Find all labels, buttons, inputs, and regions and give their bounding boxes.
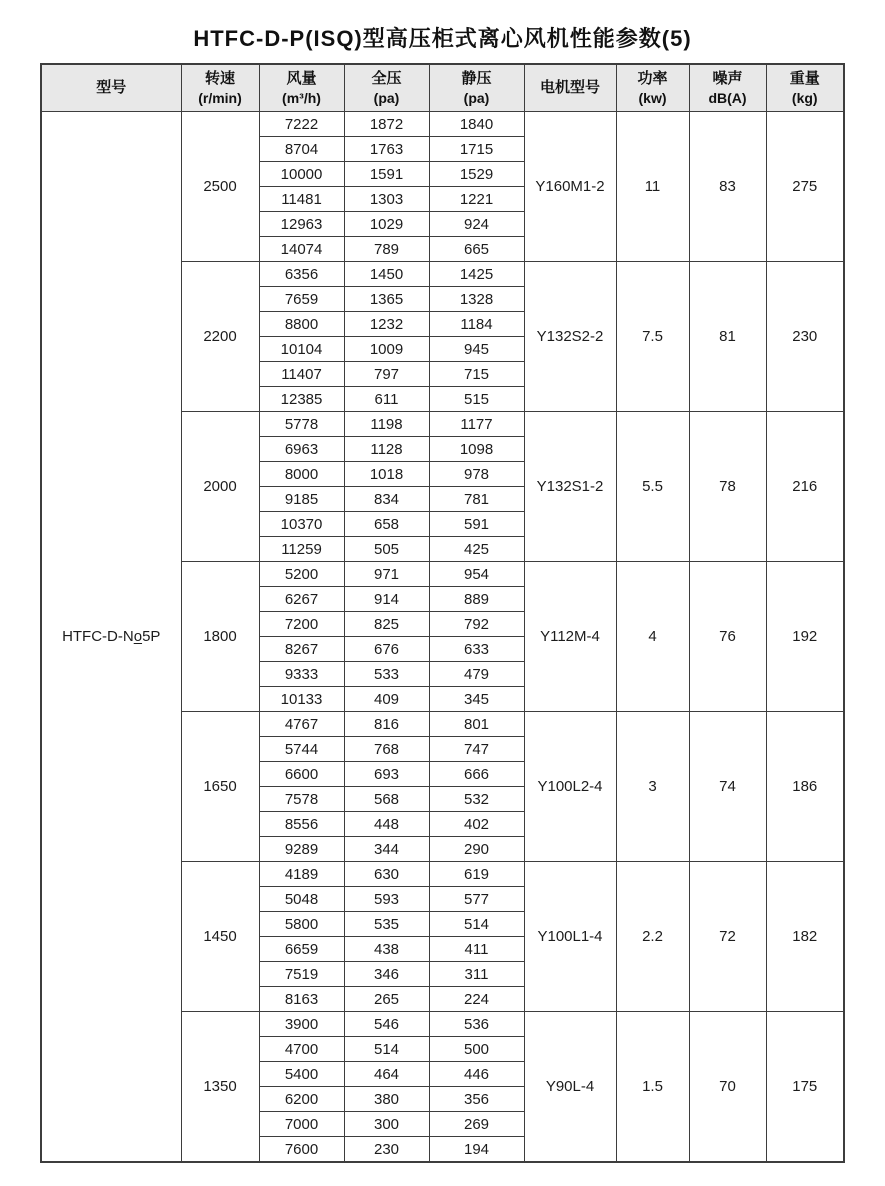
noise-cell: 72 xyxy=(689,862,766,1012)
static-pressure-cell: 1328 xyxy=(429,287,524,312)
static-pressure-cell: 889 xyxy=(429,587,524,612)
col-label: 风量 xyxy=(286,70,317,88)
total-pressure-cell: 797 xyxy=(344,362,429,387)
airflow-cell: 11407 xyxy=(259,362,344,387)
static-pressure-cell: 345 xyxy=(429,687,524,712)
static-pressure-cell: 356 xyxy=(429,1087,524,1112)
weight-cell: 230 xyxy=(766,262,844,412)
noise-cell: 81 xyxy=(689,262,766,412)
static-pressure-cell: 479 xyxy=(429,662,524,687)
col-label: 电机型号 xyxy=(539,79,600,97)
page-title: HTFC-D-P(ISQ)型高压柜式离心风机性能参数(5) xyxy=(193,26,692,51)
total-pressure-cell: 514 xyxy=(344,1037,429,1062)
static-pressure-cell: 411 xyxy=(429,937,524,962)
col-header-noise xyxy=(689,64,766,112)
static-pressure-cell: 591 xyxy=(429,512,524,537)
static-pressure-cell: 290 xyxy=(429,837,524,862)
static-pressure-cell: 619 xyxy=(429,862,524,887)
static-pressure-cell: 715 xyxy=(429,362,524,387)
total-pressure-cell: 593 xyxy=(344,887,429,912)
airflow-cell: 8267 xyxy=(259,637,344,662)
static-pressure-cell: 1840 xyxy=(429,112,524,137)
total-pressure-cell: 658 xyxy=(344,512,429,537)
total-pressure-cell: 1198 xyxy=(344,412,429,437)
total-pressure-cell: 1029 xyxy=(344,212,429,237)
airflow-cell: 8000 xyxy=(259,462,344,487)
total-pressure-cell: 535 xyxy=(344,912,429,937)
col-label: 静压 xyxy=(461,70,492,88)
airflow-cell: 10104 xyxy=(259,337,344,362)
total-pressure-cell: 438 xyxy=(344,937,429,962)
airflow-cell: 9289 xyxy=(259,837,344,862)
total-pressure-cell: 834 xyxy=(344,487,429,512)
airflow-cell: 12963 xyxy=(259,212,344,237)
static-pressure-cell: 514 xyxy=(429,912,524,937)
airflow-cell: 11481 xyxy=(259,187,344,212)
total-pressure-cell: 344 xyxy=(344,837,429,862)
total-pressure-cell: 630 xyxy=(344,862,429,887)
total-pressure-cell: 265 xyxy=(344,987,429,1012)
static-pressure-cell: 1184 xyxy=(429,312,524,337)
static-pressure-cell: 1425 xyxy=(429,262,524,287)
total-pressure-cell: 816 xyxy=(344,712,429,737)
static-pressure-cell: 747 xyxy=(429,737,524,762)
static-pressure-cell: 1098 xyxy=(429,437,524,462)
airflow-cell: 7000 xyxy=(259,1112,344,1137)
performance-table xyxy=(40,63,845,1163)
static-pressure-cell: 446 xyxy=(429,1062,524,1087)
total-pressure-cell: 1365 xyxy=(344,287,429,312)
motor-cell: Y100L2-4 xyxy=(524,712,616,862)
total-pressure-cell: 380 xyxy=(344,1087,429,1112)
airflow-cell: 7659 xyxy=(259,287,344,312)
airflow-cell: 5744 xyxy=(259,737,344,762)
total-pressure-cell: 505 xyxy=(344,537,429,562)
col-unit: (pa) xyxy=(463,89,490,106)
total-pressure-cell: 1450 xyxy=(344,262,429,287)
power-cell: 11 xyxy=(616,112,689,262)
static-pressure-cell: 269 xyxy=(429,1112,524,1137)
motor-cell: Y160M1-2 xyxy=(524,112,616,262)
power-cell: 7.5 xyxy=(616,262,689,412)
col-header-total-pressure xyxy=(344,64,429,112)
static-pressure-cell: 781 xyxy=(429,487,524,512)
total-pressure-cell: 1763 xyxy=(344,137,429,162)
static-pressure-cell: 633 xyxy=(429,637,524,662)
airflow-cell: 8556 xyxy=(259,812,344,837)
total-pressure-cell: 464 xyxy=(344,1062,429,1087)
weight-cell: 175 xyxy=(766,1012,844,1163)
airflow-cell: 8800 xyxy=(259,312,344,337)
airflow-cell: 11259 xyxy=(259,537,344,562)
static-pressure-cell: 194 xyxy=(429,1137,524,1163)
col-label: 全压 xyxy=(371,70,402,88)
motor-cell: Y100L1-4 xyxy=(524,862,616,1012)
power-cell: 3 xyxy=(616,712,689,862)
table-row xyxy=(41,112,844,137)
total-pressure-cell: 768 xyxy=(344,737,429,762)
col-label: 噪声 xyxy=(712,70,743,88)
col-label: 型号 xyxy=(96,79,127,97)
col-header-weight xyxy=(766,64,844,112)
total-pressure-cell: 568 xyxy=(344,787,429,812)
airflow-cell: 6659 xyxy=(259,937,344,962)
airflow-cell: 5800 xyxy=(259,912,344,937)
col-unit: (kg) xyxy=(791,89,818,106)
airflow-cell: 8704 xyxy=(259,137,344,162)
airflow-cell: 9185 xyxy=(259,487,344,512)
static-pressure-cell: 1715 xyxy=(429,137,524,162)
airflow-cell: 9333 xyxy=(259,662,344,687)
speed-cell: 2000 xyxy=(181,412,259,562)
speed-cell: 1650 xyxy=(181,712,259,862)
speed-cell: 2500 xyxy=(181,112,259,262)
total-pressure-cell: 448 xyxy=(344,812,429,837)
total-pressure-cell: 533 xyxy=(344,662,429,687)
airflow-cell: 4767 xyxy=(259,712,344,737)
static-pressure-cell: 577 xyxy=(429,887,524,912)
airflow-cell: 10133 xyxy=(259,687,344,712)
noise-cell: 78 xyxy=(689,412,766,562)
total-pressure-cell: 1018 xyxy=(344,462,429,487)
noise-cell: 74 xyxy=(689,712,766,862)
col-header-model xyxy=(41,64,181,112)
col-unit: (m³/h) xyxy=(282,89,321,106)
airflow-cell: 10000 xyxy=(259,162,344,187)
total-pressure-cell: 230 xyxy=(344,1137,429,1163)
power-cell: 5.5 xyxy=(616,412,689,562)
static-pressure-cell: 945 xyxy=(429,337,524,362)
static-pressure-cell: 536 xyxy=(429,1012,524,1037)
airflow-cell: 4700 xyxy=(259,1037,344,1062)
static-pressure-cell: 665 xyxy=(429,237,524,262)
static-pressure-cell: 515 xyxy=(429,387,524,412)
airflow-cell: 12385 xyxy=(259,387,344,412)
col-label: 重量 xyxy=(789,70,820,88)
static-pressure-cell: 954 xyxy=(429,562,524,587)
col-unit: dB(A) xyxy=(708,89,747,106)
static-pressure-cell: 666 xyxy=(429,762,524,787)
airflow-cell: 7519 xyxy=(259,962,344,987)
total-pressure-cell: 825 xyxy=(344,612,429,637)
power-cell: 4 xyxy=(616,562,689,712)
static-pressure-cell: 978 xyxy=(429,462,524,487)
power-cell: 1.5 xyxy=(616,1012,689,1163)
weight-cell: 275 xyxy=(766,112,844,262)
total-pressure-cell: 693 xyxy=(344,762,429,787)
airflow-cell: 6200 xyxy=(259,1087,344,1112)
static-pressure-cell: 1529 xyxy=(429,162,524,187)
static-pressure-cell: 402 xyxy=(429,812,524,837)
airflow-cell: 7600 xyxy=(259,1137,344,1163)
total-pressure-cell: 546 xyxy=(344,1012,429,1037)
total-pressure-cell: 1872 xyxy=(344,112,429,137)
total-pressure-cell: 789 xyxy=(344,237,429,262)
airflow-cell: 5400 xyxy=(259,1062,344,1087)
motor-cell: Y132S2-2 xyxy=(524,262,616,412)
noise-cell: 70 xyxy=(689,1012,766,1163)
noise-cell: 83 xyxy=(689,112,766,262)
total-pressure-cell: 409 xyxy=(344,687,429,712)
airflow-cell: 6356 xyxy=(259,262,344,287)
power-cell: 2.2 xyxy=(616,862,689,1012)
airflow-cell: 6267 xyxy=(259,587,344,612)
total-pressure-cell: 676 xyxy=(344,637,429,662)
total-pressure-cell: 1591 xyxy=(344,162,429,187)
weight-cell: 186 xyxy=(766,712,844,862)
speed-cell: 1800 xyxy=(181,562,259,712)
weight-cell: 192 xyxy=(766,562,844,712)
airflow-cell: 7200 xyxy=(259,612,344,637)
model-text: HTFC-D-N xyxy=(62,628,134,645)
col-label: 功率 xyxy=(637,70,668,88)
col-unit: (r/min) xyxy=(198,89,242,106)
airflow-cell: 8163 xyxy=(259,987,344,1012)
airflow-cell: 7222 xyxy=(259,112,344,137)
speed-cell: 1350 xyxy=(181,1012,259,1163)
table-body xyxy=(41,112,844,1163)
airflow-cell: 6963 xyxy=(259,437,344,462)
airflow-cell: 5200 xyxy=(259,562,344,587)
motor-cell: Y132S1-2 xyxy=(524,412,616,562)
header-row xyxy=(41,64,844,112)
total-pressure-cell: 300 xyxy=(344,1112,429,1137)
weight-cell: 182 xyxy=(766,862,844,1012)
airflow-cell: 6600 xyxy=(259,762,344,787)
airflow-cell: 7578 xyxy=(259,787,344,812)
total-pressure-cell: 1128 xyxy=(344,437,429,462)
table-header xyxy=(41,64,844,112)
model-text: 5P xyxy=(142,628,161,645)
static-pressure-cell: 1177 xyxy=(429,412,524,437)
col-header-motor xyxy=(524,64,616,112)
static-pressure-cell: 801 xyxy=(429,712,524,737)
model-cell xyxy=(41,112,181,1163)
col-header-airflow xyxy=(259,64,344,112)
static-pressure-cell: 224 xyxy=(429,987,524,1012)
total-pressure-cell: 971 xyxy=(344,562,429,587)
total-pressure-cell: 1232 xyxy=(344,312,429,337)
static-pressure-cell: 924 xyxy=(429,212,524,237)
speed-cell: 1450 xyxy=(181,862,259,1012)
static-pressure-cell: 792 xyxy=(429,612,524,637)
total-pressure-cell: 346 xyxy=(344,962,429,987)
noise-cell: 76 xyxy=(689,562,766,712)
static-pressure-cell: 311 xyxy=(429,962,524,987)
col-header-power xyxy=(616,64,689,112)
total-pressure-cell: 914 xyxy=(344,587,429,612)
static-pressure-cell: 425 xyxy=(429,537,524,562)
airflow-cell: 4189 xyxy=(259,862,344,887)
static-pressure-cell: 1221 xyxy=(429,187,524,212)
col-header-speed xyxy=(181,64,259,112)
total-pressure-cell: 611 xyxy=(344,387,429,412)
speed-cell: 2200 xyxy=(181,262,259,412)
airflow-cell: 5778 xyxy=(259,412,344,437)
airflow-cell: 10370 xyxy=(259,512,344,537)
total-pressure-cell: 1009 xyxy=(344,337,429,362)
model-text-underlined: o xyxy=(133,628,143,645)
total-pressure-cell: 1303 xyxy=(344,187,429,212)
col-header-static-pressure xyxy=(429,64,524,112)
weight-cell: 216 xyxy=(766,412,844,562)
motor-cell: Y112M-4 xyxy=(524,562,616,712)
static-pressure-cell: 532 xyxy=(429,787,524,812)
motor-cell: Y90L-4 xyxy=(524,1012,616,1163)
col-unit: (kw) xyxy=(638,89,667,106)
airflow-cell: 3900 xyxy=(259,1012,344,1037)
static-pressure-cell: 500 xyxy=(429,1037,524,1062)
airflow-cell: 5048 xyxy=(259,887,344,912)
airflow-cell: 14074 xyxy=(259,237,344,262)
col-label: 转速 xyxy=(204,70,235,88)
col-unit: (pa) xyxy=(373,89,400,106)
